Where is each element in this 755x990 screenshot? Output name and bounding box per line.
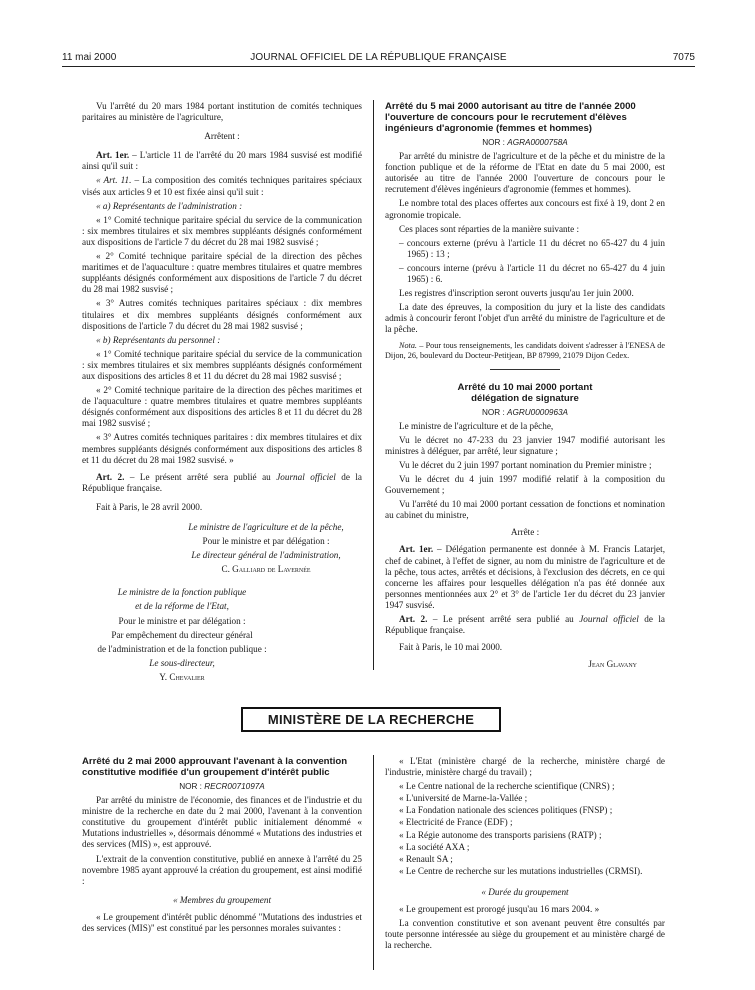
decree-1-note <box>385 341 665 361</box>
left-column-bottom <box>82 756 362 937</box>
decree-2-signature: Jean Glavany <box>588 659 637 670</box>
signature-block-2 <box>82 587 282 683</box>
article-2 <box>82 472 362 494</box>
article-1-text: – L'article 11 de l'arrêté du 20 mars 1984 susvisé est modifié ainsi qu'il suit : <box>82 150 362 172</box>
decree-1-p1: Par arrêté du ministre de l'agriculture et de la pêche et du ministre de la fonction publique et de la réforme de l'Etat en date du 5 mai 2000, est autorisée au titre de l'année 2000 l'ouverture de concours pour le recrutement d'élèves ingénieurs d'agronomie (femmes et hommes). <box>385 151 665 195</box>
decree-3-p1: Par arrêté du ministre de l'économie, des finances et de l'industrie et du ministre de la recherche en date du 2 mai 2000, l'avenant à la convention constitutive du groupement d'intérêt public initialement dénommé « Mutations industrielles », désormais dénommé « Mutations des industries et des services (MIS) », est approuvé. <box>82 795 362 850</box>
decree-1-p5: La date des épreuves, la composition du jury et la liste des candidats admis à concourir feront l'objet d'un arrêté du ministre de l'agriculture et de la pêche. <box>385 302 665 335</box>
article-2-text-pre: – Le présent arrêté sera publié au <box>124 471 277 482</box>
sig2-line-2: et de la réforme de l'Etat, <box>135 601 229 612</box>
decree-2-date: Fait à Paris, le 10 mai 2000. <box>399 642 503 653</box>
decree-1-note-text: – Pour tous renseignements, les candidats doivent s'adresser à l'ENESA de Dijon, 26, boulevard du Docteur-Petitjean, BP 87999, 21079 Dijon Cedex. <box>385 340 665 360</box>
decree-1-nor-label: NOR : <box>482 138 508 147</box>
member-1: « L'Etat (ministère chargé de la recherche, ministère chargé de l'industrie, ministère chargé du travail) ; <box>385 756 665 778</box>
decree-3-nor-label: NOR : <box>179 782 205 791</box>
decree-1-note-label: Nota. <box>399 340 417 350</box>
member-9: « Le Centre de recherche sur les mutations industrielles (CRMSI). <box>399 865 643 876</box>
header-journal-title: JOURNAL OFFICIEL DE LA RÉPUBLIQUE FRANÇAISE <box>250 52 507 63</box>
decree-2-article-2-post: de la République française. <box>385 614 665 636</box>
members-subheading: « Membres du groupement <box>172 894 272 905</box>
decree-2-p4: Vu le décret du 4 juin 1997 modifié relatif à la composition du Gouvernement ; <box>385 473 665 496</box>
decree-1-title: Arrêté du 5 mai 2000 autorisant au titre de l'année 2000 l'ouverture de concours pour le recrutement d'élèves ingénieurs d'agronomie (femmes et hommes) <box>385 101 636 134</box>
decree-2-article-2-pre: – Le présent arrêté sera publié au <box>427 614 580 624</box>
left-column-top <box>82 101 362 686</box>
article-11-text: – La composition des comités techniques paritaires spéciaux visés aux articles 9 et 10 est fixée ainsi qu'il suit : <box>82 175 362 197</box>
decree-2-article-1 <box>385 544 665 611</box>
sig1-name: C. Galliard de Lavernée <box>221 564 311 575</box>
member-4: « La Fondation nationale des sciences politiques (FNSP) ; <box>399 805 613 816</box>
article-2-journal: Journal officiel <box>276 471 336 482</box>
decree-3-p3: « Le groupement d'intérêt public dénommé "Mutations des industries et des services (MIS)" est constitué par les personnes morales suivantes : <box>82 911 362 934</box>
header-date: 11 mai 2000 <box>62 52 117 63</box>
article-2-label: Art. 2. <box>96 471 125 482</box>
decree-1-nor-code: AGRA0000758A <box>507 138 568 147</box>
arretent-heading: Arrêtent : <box>204 131 240 142</box>
decree-2-nor-code: AGRU0000963A <box>507 407 569 417</box>
article-1-label: Art. 1er. <box>96 150 130 161</box>
staff-item-2: « 2° Comité technique paritaire de la direction des pêches maritimes et de l'aquaculture : quatre membres titulaires et quatre membres suppléants désignés conformément aux dispositions des articles 8 et 11 du décret du 28 mai 1982 susvisé ; <box>82 385 362 429</box>
decree-1-dash-1: – concours externe (prévu à l'article 11 du décret no 65-427 du 4 juin 1965) : 13 ; <box>399 237 665 259</box>
decree-2-title: Arrêté du 10 mai 2000 portant délégation de signature <box>457 381 593 404</box>
admin-representatives-label: « a) Représentants de l'administration : <box>96 200 243 211</box>
member-2: « Le Centre national de la recherche scientifique (CNRS) ; <box>399 781 615 792</box>
staff-representatives-label: « b) Représentants du personnel : <box>96 334 221 345</box>
admin-item-3: « 3° Autres comités techniques paritaires spéciaux : dix membres titulaires et dix membres suppléants désignés conformément aux dispositions de l'article 7 du décret du 28 mai 1982 susvisé ; <box>82 298 362 331</box>
decree-3-p2: L'extrait de la convention constitutive, publié en annexe à l'arrêté du 25 novembre 1985 ayant approuvé la création du groupement, est ainsi modifié : <box>82 853 362 886</box>
sig2-line-4: Par empêchement du directeur général <box>111 629 253 640</box>
decree-2-p3: Vu le décret du 2 juin 1997 portant nomination du Premier ministre ; <box>399 459 652 470</box>
decree-2-article-2-label: Art. 2. <box>399 614 428 624</box>
decree-1-p2: Le nombre total des places offertes aux concours est fixé à 19, dont 2 en agronomie tropicale. <box>385 198 665 220</box>
consultation-text: La convention constitutive et son avenant peuvent être consultés par toute personne intéressée au siège du groupement et au ministère chargé de la recherche. <box>385 918 665 951</box>
article-11 <box>82 175 362 197</box>
decree-2-p2: Vu le décret no 47-233 du 23 janvier 1947 modifié autorisant les ministres à déléguer, par arrêté, leur signature ; <box>385 434 665 456</box>
decree-2-p5: Vu l'arrêté du 10 mai 2000 portant cessation de fonctions et nomination au cabinet du ministre, <box>385 499 665 521</box>
admin-item-1: « 1° Comité technique paritaire spécial du service de la communication : six membres titulaires et six membres suppléants désignés conformément aux dispositions de l'article 7 du décret du 28 mai 1982 susvisé ; <box>82 214 362 247</box>
duration-text: « Le groupement est prorogé jusqu'au 16 mars 2004. » <box>399 904 600 915</box>
right-column-bottom <box>385 756 665 954</box>
member-5: « Electricité de France (EDF) ; <box>399 817 513 828</box>
column-divider-top <box>373 100 374 670</box>
admin-item-2: « 2° Comité technique paritaire spécial de la direction des pêches maritimes et de l'aquaculture : quatre membres titulaires et quatre membres suppléants désignés conformément aux dispositions de l'article 7 du décret du 28 mai 1982 susvisé ; <box>82 251 362 295</box>
decree-2-nor <box>385 407 665 418</box>
article-1 <box>82 150 362 172</box>
decree-2-arrete: Arrête : <box>510 527 540 538</box>
decree-1-p4: Les registres d'inscription seront ouverts jusqu'au 1er juin 2000. <box>399 288 634 299</box>
decree-2-article-2-journal: Journal officiel <box>579 614 639 624</box>
sig2-name: Y. Chevalier <box>159 671 205 682</box>
right-column-top <box>385 101 665 673</box>
member-8: « Renault SA ; <box>399 853 453 864</box>
running-header <box>62 52 695 64</box>
decree-3-nor <box>82 781 362 792</box>
decree-2-article-1-label: Art. 1er. <box>399 544 434 555</box>
decree-1-dash-2: – concours interne (prévu à l'article 11 du décret no 65-427 du 4 juin 1965) : 6. <box>399 262 665 285</box>
sig1-line-3: Le directeur général de l'administration, <box>191 550 341 561</box>
intro-paragraph: Vu l'arrêté du 20 mars 1984 portant institution de comités techniques paritaires au ministère de l'agriculture, <box>82 101 362 123</box>
decree-2-article-1-text: – Délégation permanente est donnée à M. Francis Latarjet, chef de cabinet, à l'effet de signer, au nom du ministre de l'agriculture et de la pêche, tous actes, arrêtés et décisions, à l'exclusion des décrets, en ce qui concerne les affaires pour lesquelles délégation n'a pas été donnée aux personnes mentionnées aux 2° et 3° de l'article 1er du décret du 23 janvier 1947 susvisé. <box>385 544 665 610</box>
member-6: « La Régie autonome des transports parisiens (RATP) ; <box>399 829 602 840</box>
header-rule <box>62 66 695 67</box>
signature-date: Fait à Paris, le 28 avril 2000. <box>96 501 203 512</box>
article-11-label: « Art. 11. <box>96 175 132 186</box>
decree-1-p3: Ces places sont réparties de la manière suivante : <box>399 223 580 234</box>
separator-rule <box>490 369 560 370</box>
sig2-line-1: Le ministre de la fonction publique <box>117 587 247 598</box>
sig2-line-6: Le sous-directeur, <box>149 657 215 668</box>
signature-block-1 <box>82 522 362 575</box>
ministry-heading: MINISTÈRE DE LA RECHERCHE <box>241 707 501 732</box>
sig1-line-1: Le ministre de l'agriculture et de la pêche, <box>188 522 344 532</box>
sig2-line-5: de l'administration et de la fonction publique : <box>97 643 267 654</box>
duration-subheading: « Durée du groupement <box>481 886 569 897</box>
sig1-line-2: Pour le ministre et par délégation : <box>202 536 330 547</box>
column-divider-bottom <box>373 755 374 970</box>
staff-item-1: « 1° Comité technique paritaire spécial du service de la communication : six membres titulaires et six membres suppléants désignés conformément aux dispositions des articles 8 et 11 du décret du 28 mai 1982 susvisé ; <box>82 348 362 381</box>
decree-3-nor-code: RECR0071097A <box>204 782 265 791</box>
member-3: « L'université de Marne-la-Vallée ; <box>399 793 528 804</box>
staff-item-3: « 3° Autres comités techniques paritaires : dix membres titulaires et dix membres suppléants désignés conformément aux dispositions des articles 8 et 11 du décret du 28 mai 1982 susvisé. » <box>82 432 362 465</box>
header-page-number: 7075 <box>672 52 695 63</box>
decree-1-nor <box>385 137 665 148</box>
decree-2-p1: Le ministre de l'agriculture et de la pêche, <box>399 420 554 431</box>
decree-3-title: Arrêté du 2 mai 2000 approuvant l'avenant à la convention constitutive modifiée d'un groupement d'intérêt public <box>82 756 348 778</box>
sig2-line-3: Pour le ministre et par délégation : <box>118 615 246 626</box>
article-2-text-post: de la République française. <box>82 471 362 493</box>
member-7: « La société AXA ; <box>399 841 470 852</box>
decree-2-article-2 <box>385 614 665 636</box>
decree-2-nor-label: NOR : <box>481 407 508 417</box>
